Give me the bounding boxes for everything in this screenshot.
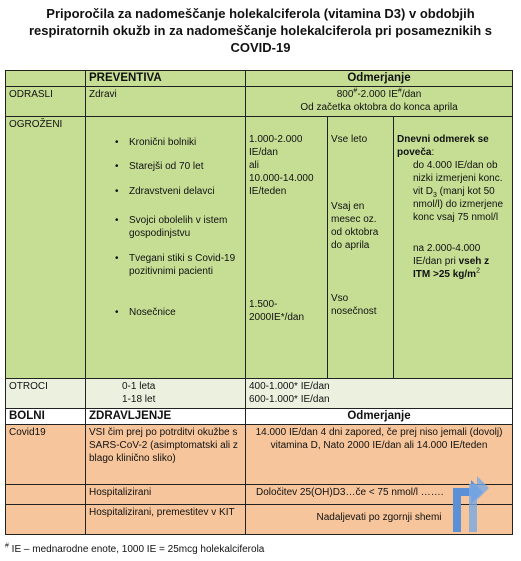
list-item: • Svojci obolelih v istem gospodinjstvu xyxy=(115,214,242,240)
otroci-dose: 600-1.000* IE/dan xyxy=(249,394,330,405)
ogrozeni-dose-main: 1.000-2.000 IE/dan xyxy=(249,134,303,158)
ogrozeni-note-itm: na 2.000-4.000 IE/dan pri vseh z ITM >25 $kg/m^2$ xyxy=(413,243,490,280)
odrasli-period: Od začetka oktobra do konca aprila xyxy=(300,102,458,113)
kit-row xyxy=(6,505,513,535)
ogrozeni-dose-weekly: 10.000-14.000 IE/teden xyxy=(249,173,314,197)
ogrozeni-period-cell xyxy=(328,117,394,379)
otroci-ages-cell xyxy=(86,379,246,409)
preventiva-header: PREVENTIVA xyxy=(86,71,246,87)
kit-empty xyxy=(6,505,86,535)
ogrozeni-label: OGROŽENI xyxy=(6,117,86,379)
hosp-label: Hospitalizirani xyxy=(86,485,246,505)
hosp-row xyxy=(6,485,513,505)
odrasli-group: Zdravi xyxy=(86,87,246,117)
otroci-age: 0-1 leta xyxy=(122,381,156,392)
otroci-dose: 400-1.000* IE/dan xyxy=(249,381,330,392)
otroci-row xyxy=(6,379,513,409)
preventiva-header-row xyxy=(6,71,513,87)
ogrozeni-group-list xyxy=(89,136,242,319)
odrasli-row xyxy=(6,87,513,117)
ogrozeni-groups-cell xyxy=(86,117,246,379)
bolni-label: BOLNI xyxy=(6,409,86,425)
kit-label: Hospitalizirani, premestitev v KIT xyxy=(86,505,246,535)
odrasli-dose: 800#-2.000 IE#/dan xyxy=(336,87,422,100)
zdravljenje-header: ZDRAVLJENJE xyxy=(86,409,246,425)
ogrozeni-period-all: Vse leto xyxy=(331,134,368,145)
ogrozeni-note-heading: Dnevni odmerek se poveča: xyxy=(397,134,489,158)
hosp-empty xyxy=(6,485,86,505)
covid-label: Covid19 xyxy=(6,425,86,485)
kit-dose: Nadaljevati po zgornji shemi xyxy=(246,505,513,535)
title-line-3: COVID-19 xyxy=(230,40,291,55)
list-item: • Kronični bolniki xyxy=(115,136,242,149)
title-line-1: Priporočila za nadomeščanje holekalciferola (vitamina D3) v obdobjih xyxy=(46,6,475,21)
flow-arrows-icon xyxy=(449,470,495,534)
ogrozeni-note-low: do 4.000 IE/dan ob nizki izmerjeni konc. vit $D_3$ (manj kot 50 nmol/l) do izmerjene konc vsaj 75 nmol/l xyxy=(413,160,504,223)
otroci-age: 1-18 let xyxy=(122,394,156,405)
odrasli-dose-cell xyxy=(246,87,513,117)
recommendation-table xyxy=(5,70,513,535)
otroci-doses-cell xyxy=(246,379,513,409)
list-item: • Starejši od 70 let xyxy=(115,160,242,173)
ogrozeni-dose-pregnancy: 1.500-2000IE*/dan xyxy=(249,299,305,323)
document-title xyxy=(0,5,521,56)
ogrozeni-period-alt: Vsaj en mesec oz. od oktobra do aprila xyxy=(331,201,379,251)
list-item: • Tvegani stiki s Covid-19 pozitivnimi pacienti xyxy=(115,252,242,278)
ogrozeni-period-pregnancy: Vso nosečnost xyxy=(331,293,377,317)
list-item: • Zdravstveni delavci xyxy=(115,185,242,198)
hosp-dose: Določitev 25(OH)D3…če < 75 nmol/l ……. xyxy=(246,485,513,505)
zdravljenje-dose-header: Odmerjanje xyxy=(246,409,513,425)
ogrozeni-row xyxy=(6,117,513,379)
list-item: • Nosečnice xyxy=(115,306,242,319)
footnote: # IE – mednarodne enote, 1000 IE = 25mcg holekalciferola xyxy=(5,542,265,555)
ogrozeni-dose-cell xyxy=(246,117,328,379)
covid-group: VSI čim prej po potrditvi okužbe s SARS-CoV-2 (asimptomatski ali z blago klinično sliko) xyxy=(86,425,246,485)
covid-row xyxy=(6,425,513,485)
odrasli-label: ODRASLI xyxy=(6,87,86,117)
otroci-label: OTROCI xyxy=(6,379,86,409)
covid-dose: 14.000 IE/dan 4 dni zapored, če prej niso jemali (dovolj) vitamina D, Nato 2000 IE/dan ali 14.000 IE/teden xyxy=(246,425,513,485)
title-line-2: respiratornih okužb in za nadomeščanje holekalciferola pri posameznikih s xyxy=(28,23,493,38)
preventiva-dose-header: Odmerjanje xyxy=(246,71,513,87)
flow-arrow-icon xyxy=(469,476,489,532)
zdravljenje-header-row xyxy=(6,409,513,425)
ogrozeni-dose-ali: ali xyxy=(249,160,260,171)
ogrozeni-note-cell xyxy=(394,117,513,379)
header-empty-cell xyxy=(6,71,86,87)
